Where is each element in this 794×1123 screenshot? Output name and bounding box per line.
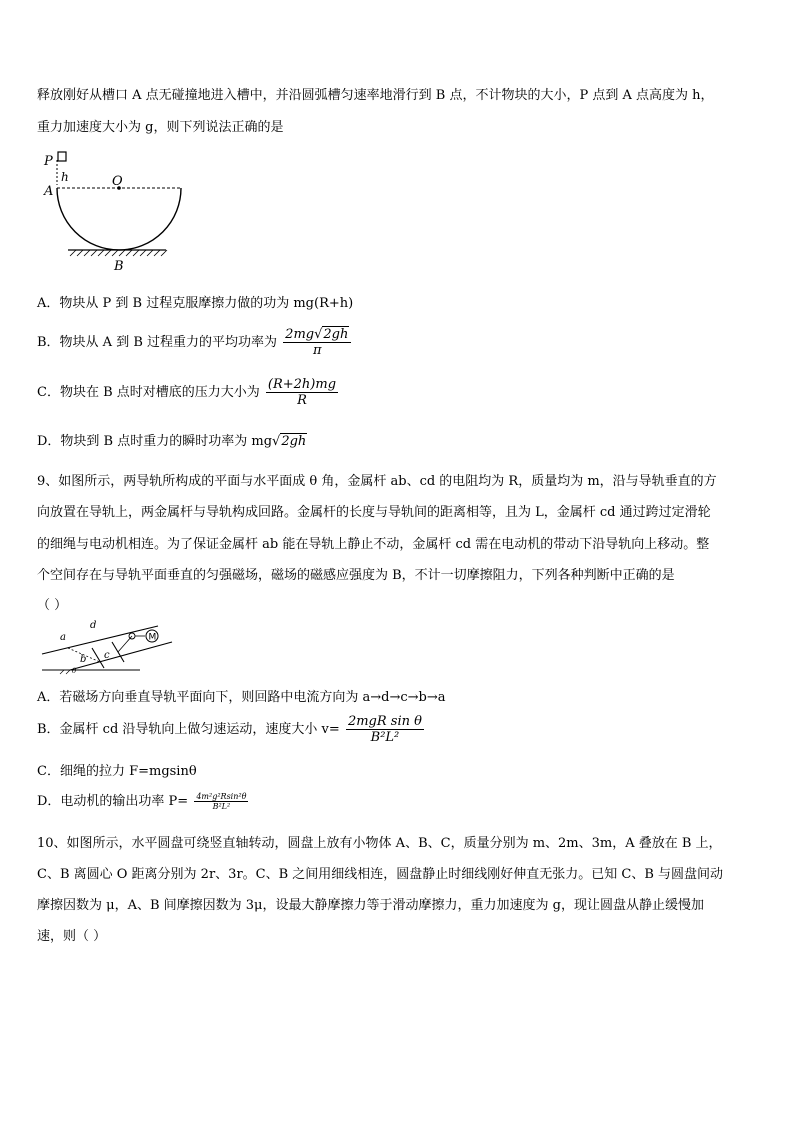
q8-option-c-num: (R+2h)mg	[267, 377, 337, 392]
q9-option-d-fraction	[194, 792, 248, 811]
q10-stem-line4: 速，则（ ）	[37, 929, 107, 944]
q10-stem-line1: 10、如图所示，水平圆盘可绕竖直轴转动，圆盘上放有小物体 A、B、C，质量分别为 m、2m、3m，A 叠放在 B 上，	[37, 836, 722, 851]
label-a: A	[44, 184, 54, 199]
block-p	[58, 152, 66, 161]
rails-figure	[40, 618, 190, 676]
q9-stem-line2: 向放置在导轨上，两金属杆与导轨构成回路。金属杆的长度与导轨间的距离相等，且为 L，金属杆 cd 通过跨过定滑轮	[37, 505, 711, 520]
label-a: a	[60, 632, 66, 643]
label-d: d	[90, 620, 97, 631]
q8-option-d-sqrt: 2gh	[281, 434, 307, 449]
rod-ab	[92, 648, 104, 668]
q10-stem-line2: C、B 离圆心 O 距离分别为 2r、3r。C、B 之间用细线相连，圆盘静止时细线刚好伸直无张力。已知 C、B 与圆盘间动	[37, 867, 724, 882]
q8-option-b-fraction: $\frac{2mg√2gh}{\pi}$	[283, 327, 351, 358]
q9-option-c: C．细绳的拉力 F=mgsinθ	[37, 764, 197, 779]
q9-option-b	[37, 714, 424, 745]
q9-option-b-text: B．金属杆 cd 沿导轨向上做匀速运动，速度大小 v=	[37, 722, 340, 737]
q8-stem-line2: 重力加速度大小为 g，则下列说法正确的是	[37, 120, 284, 135]
q8-option-b	[37, 327, 351, 358]
q8-option-b-text: B．物块从 A 到 B 过程重力的平均功率为	[37, 335, 278, 350]
label-h: h	[61, 170, 69, 184]
q9-option-d	[37, 790, 248, 811]
q9-stem-line4: 个空间存在与导轨平面垂直的匀强磁场，磁场的磁感应强度为 B，不计一切摩擦阻力，下列各种判断中正确的是	[37, 568, 675, 583]
q8-option-a: A．物块从 P 到 B 过程克服摩擦力做的功为 mg(R+h)	[37, 296, 354, 311]
q8-option-c-text: C．物块在 B 点时对槽底的压力大小为	[37, 385, 260, 400]
q8-option-b-den: π	[312, 343, 322, 358]
q9-option-b-den: B²L²	[370, 730, 400, 745]
q8-stem-line1: 释放刚好从槽口 A 点无碰撞地进入槽中，并沿圆弧槽匀速率地滑行到 B 点，不计物块的大小，P 点到 A 点高度为 h，	[37, 88, 714, 103]
q9-stem-line1: 9、如图所示，两导轨所构成的平面与水平面成 θ 角，金属杆 ab、cd 的电阻均为 R，质量均为 m，沿与导轨垂直的方	[37, 474, 717, 489]
q8-option-d: D．物块到 B 点时重力的瞬时功率为 mg√2gh	[37, 434, 307, 449]
q9-option-b-num: 2mgR sin θ	[347, 714, 422, 729]
q10-stem-line3: 摩擦因数为 μ，A、B 间摩擦因数为 3μ，设最大静摩擦力等于滑动摩擦力，重力加速度为 g，现让圆盘从静止缓慢加	[37, 898, 704, 913]
label-motor: M	[148, 632, 157, 643]
label-p: P	[44, 154, 53, 169]
label-b: b	[80, 654, 87, 665]
q8-option-b-sqrt: 2gh	[323, 327, 349, 342]
q9-stem-line3: 的细绳与电动机相连。为了保证金属杆 ab 能在导轨上静止不动，金属杆 cd 需在电动机的带动下沿导轨向上移动。整	[37, 537, 710, 552]
q8-option-c	[37, 377, 338, 408]
q9-option-d-num: 4m²g²Rsin²θ	[196, 792, 247, 801]
q9-stem-line5: （ ）	[37, 598, 68, 613]
q9-option-d-text: D．电动机的输出功率 P=	[37, 794, 189, 809]
groove-arc	[57, 188, 181, 250]
q9-option-b-fraction	[346, 714, 424, 745]
q8-option-c-fraction	[266, 377, 338, 408]
label-o: O	[112, 174, 123, 189]
label-theta: θ	[72, 667, 77, 675]
q9-option-a: A．若磁场方向垂直导轨平面向下，则回路中电流方向为 a→d→c→b→a	[37, 690, 446, 705]
groove-figure	[36, 148, 196, 273]
q8-option-c-den: R	[297, 393, 307, 408]
q8-option-b-num: 2mg	[285, 327, 315, 342]
label-c: c	[104, 650, 110, 661]
label-b: B	[114, 259, 124, 273]
q9-option-d-den: B²L²	[212, 802, 231, 811]
q8-option-d-text: D．物块到 B 点时重力的瞬时功率为 mg	[37, 434, 273, 449]
